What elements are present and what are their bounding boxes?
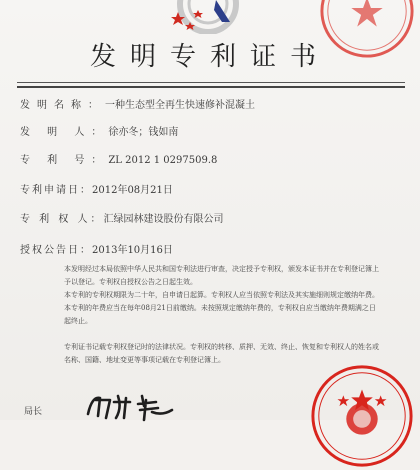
field-value: 2012年08月21日 xyxy=(92,185,173,196)
field-inventor xyxy=(20,123,178,138)
field-patentee xyxy=(20,210,224,225)
field-invention-name xyxy=(20,96,255,111)
field-value: 一种生态型全再生快速修补混凝土 xyxy=(105,100,255,111)
divider-line-thick xyxy=(17,86,405,88)
paragraph-1: 本发明经过本局依照中华人民共和国专利法进行审查，决定授予专利权，颁发本证书并在专利登记簿上予以登记。专利权自授权公告之日起生效。 xyxy=(64,265,379,286)
national-ip-office-seal-icon xyxy=(308,362,416,470)
paragraph-2: 本专利的专利权期限为二十年，自申请日起算。专利权人应当依照专利法及其实施细则规定缴纳年费。本专利的年费应当在每年08月21日前缴纳。未按照规定缴纳年费的，专利权自应当缴纳年费期满之日起终止。 xyxy=(64,291,379,325)
patent-office-emblem-icon xyxy=(158,0,258,34)
director-signature-icon xyxy=(82,388,192,422)
field-label: 专 利 权 人： xyxy=(20,214,104,225)
paragraph-3: 专利证书记载专利权登记时的法律状况。专利权的转移、质押、无效、终止、恢复和专利权人的姓名或名称、国籍、地址变更等事项记载在专利登记簿上。 xyxy=(64,343,379,364)
signer-title: 局长 xyxy=(24,407,43,417)
field-label: 专利申请日： xyxy=(20,185,92,196)
field-value: ZL 2012 1 0297509.8 xyxy=(108,155,218,166)
field-label: 专 利 号： xyxy=(20,155,109,166)
field-label: 发 明 人： xyxy=(20,127,109,138)
field-value: 2013年10月16日 xyxy=(92,245,173,256)
field-value: 徐亦冬；钱如南 xyxy=(108,127,179,138)
field-patent-number xyxy=(20,151,217,166)
field-application-date xyxy=(20,181,173,196)
certificate-title: 发明专利证书 xyxy=(89,42,330,72)
field-label: 授权公告日： xyxy=(20,245,92,256)
field-value: 汇绿园林建设股份有限公司 xyxy=(103,214,224,225)
field-grant-date xyxy=(20,241,173,256)
divider-line xyxy=(17,82,405,83)
field-label: 发明名称： xyxy=(20,100,105,111)
